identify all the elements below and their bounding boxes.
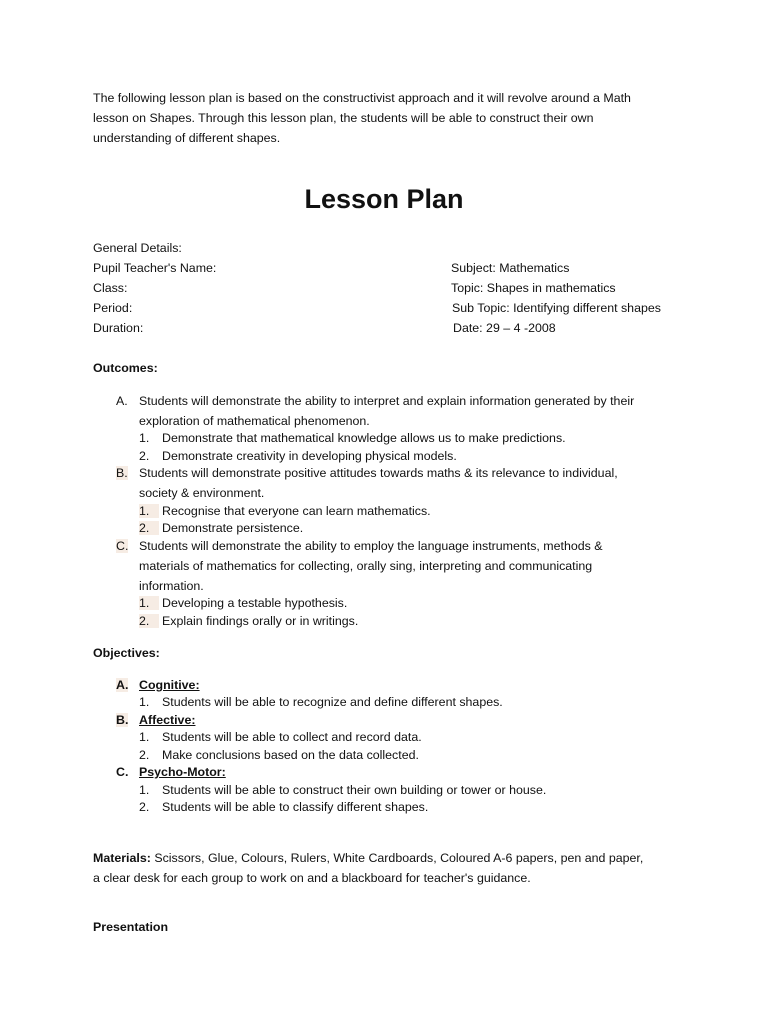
intro-line: understanding of different shapes. (93, 131, 281, 145)
materials-text: a clear desk for each group to work on and a blackboard for teacher's guidance. (93, 871, 531, 885)
outcome-text: Students will demonstrate the ability to employ the language instruments, methods & (139, 539, 603, 553)
list-number: 1. (139, 504, 159, 518)
list-item: Demonstrate that mathematical knowledge allows us to make predictions. (162, 431, 566, 445)
materials-text: Scissors, Glue, Colours, Rulers, White Cardboards, Coloured A-6 papers, pen and paper, (154, 851, 644, 865)
objective-marker: C. (116, 765, 129, 779)
general-right-field: Sub Topic: Identifying different shapes (452, 301, 661, 315)
list-item: Students will be able to construct their own building or tower or house. (162, 783, 547, 797)
list-number: 1. (139, 695, 150, 709)
general-right-field: Topic: Shapes in mathematics (451, 281, 616, 295)
general-right-field: Date: 29 – 4 -2008 (453, 321, 556, 335)
list-number: 2. (139, 748, 150, 762)
outcome-text: information. (139, 579, 204, 593)
list-number: 2. (139, 800, 150, 814)
outcomes-heading: Outcomes: (93, 361, 158, 375)
intro-paragraph (93, 88, 693, 148)
list-item: Make conclusions based on the data collected. (162, 748, 419, 762)
materials-line (93, 851, 643, 865)
list-item: Developing a testable hypothesis. (162, 596, 348, 610)
outcome-text: exploration of mathematical phenomenon. (139, 414, 370, 428)
list-item: Explain findings orally or in writings. (162, 614, 359, 628)
outcome-text: materials of mathematics for collecting, orally sing, interpreting and communicating (139, 559, 593, 573)
list-number: 1. (139, 783, 150, 797)
list-item: Students will be able to recognize and define different shapes. (162, 695, 503, 709)
list-item: Demonstrate persistence. (162, 521, 304, 535)
intro-line: lesson on Shapes. Through this lesson plan, the students will be able to construct their own (93, 111, 594, 125)
intro-line: The following lesson plan is based on the constructivist approach and it will revolve around a Math (93, 91, 631, 105)
materials-label: Materials: (93, 851, 151, 865)
list-number: 2. (139, 449, 150, 463)
general-left-field: Period: (93, 301, 133, 315)
general-details-heading: General Details: (93, 241, 182, 255)
general-left-field: Class: (93, 281, 128, 295)
outcome-marker: C. (116, 539, 129, 553)
list-number: 2. (139, 614, 159, 628)
objectives-heading: Objectives: (93, 646, 160, 660)
presentation-heading: Presentation (93, 920, 169, 934)
general-left-field: Duration: (93, 321, 144, 335)
objective-label: Psycho-Motor: (139, 765, 226, 779)
outcome-marker: B. (116, 466, 128, 480)
outcome-text: society & environment. (139, 486, 265, 500)
list-item: Recognise that everyone can learn mathematics. (162, 504, 431, 518)
list-number: 2. (139, 521, 159, 535)
outcome-text: Students will demonstrate positive attitudes towards maths & its relevance to individual, (139, 466, 618, 480)
objective-label: Affective: (139, 713, 196, 727)
outcome-text: Students will demonstrate the ability to interpret and explain information generated by their (139, 394, 635, 408)
list-number: 1. (139, 730, 150, 744)
general-right-field: Subject: Mathematics (451, 261, 570, 275)
objective-marker: A. (116, 678, 129, 692)
general-left-field: Pupil Teacher's Name: (93, 261, 217, 275)
list-number: 1. (139, 431, 150, 445)
list-number: 1. (139, 596, 159, 610)
objective-label: Cognitive: (139, 678, 200, 692)
page-title: Lesson Plan (304, 184, 464, 214)
objective-marker: B. (116, 713, 129, 727)
list-item: Students will be able to classify different shapes. (162, 800, 429, 814)
list-item: Students will be able to collect and record data. (162, 730, 422, 744)
list-item: Demonstrate creativity in developing physical models. (162, 449, 457, 463)
outcome-marker: A. (116, 394, 128, 408)
